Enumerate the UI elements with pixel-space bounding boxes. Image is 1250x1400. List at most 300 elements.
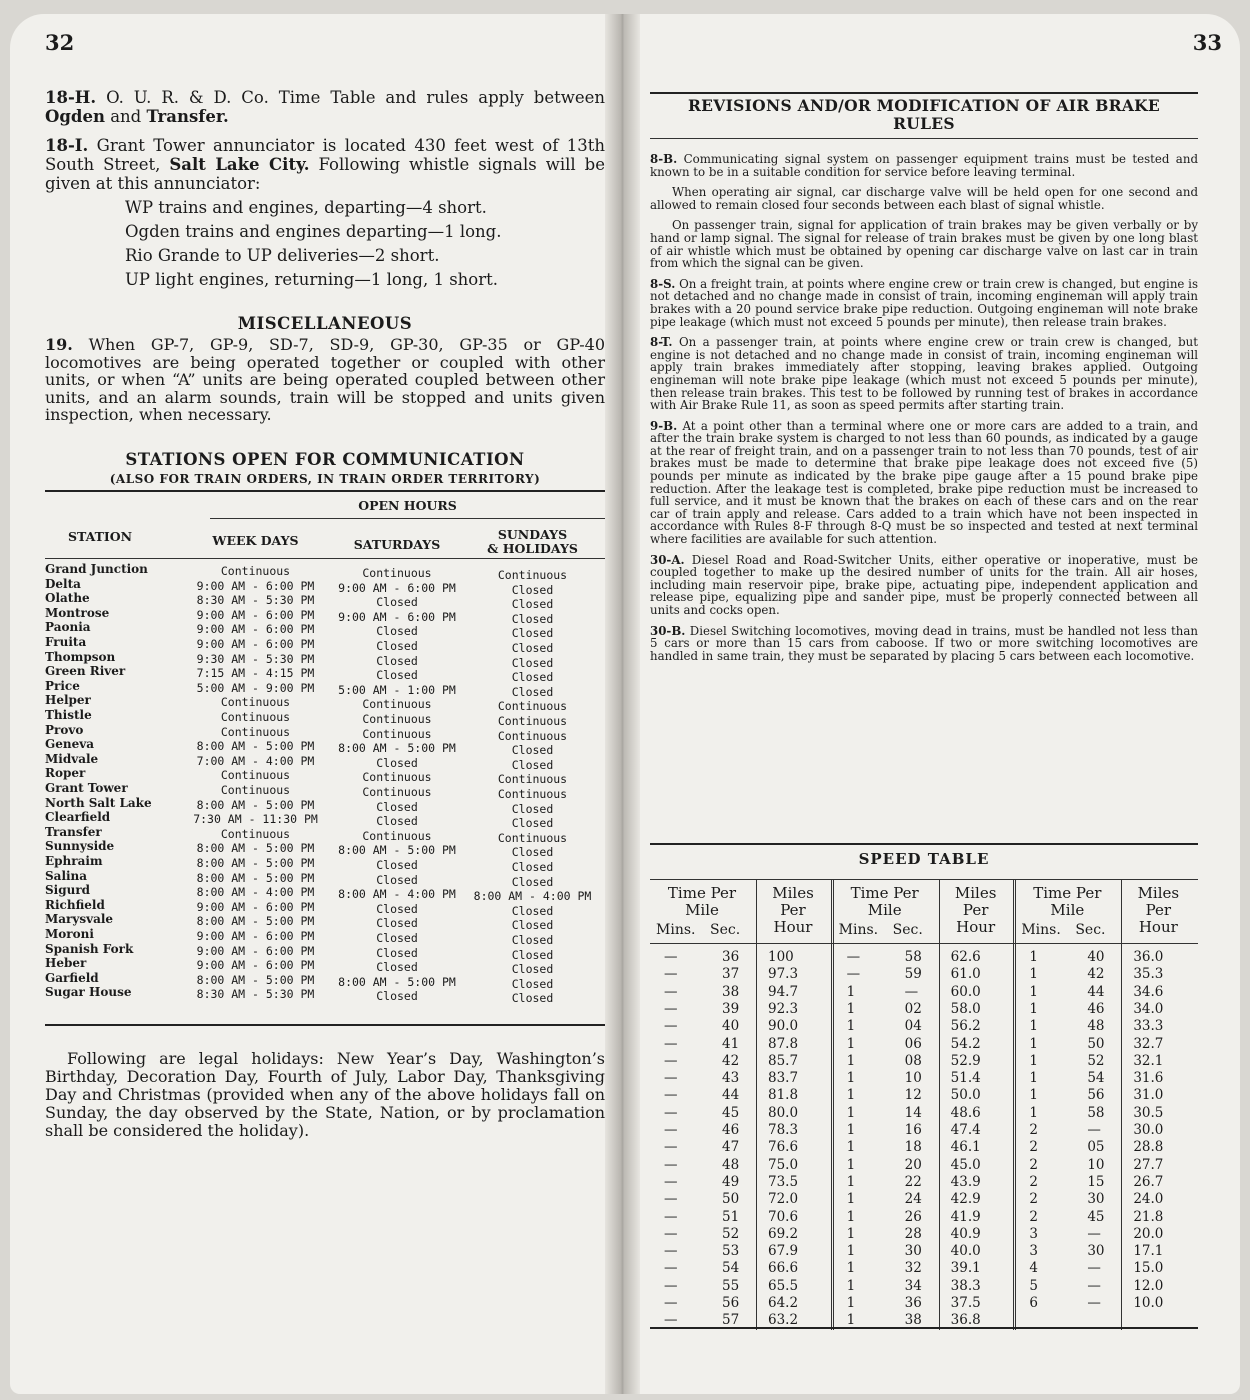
minutes-cell: 1	[846, 1018, 856, 1035]
table-row	[650, 1018, 1198, 1035]
mph-cell: 28.8	[1133, 1139, 1164, 1156]
sundays-hours: Closed	[511, 918, 554, 933]
station-name: Garfield	[45, 970, 99, 985]
mile-label: Mile	[685, 901, 719, 919]
table-row	[650, 949, 1198, 966]
seconds-cell: 34	[904, 1277, 922, 1294]
per-label: Per	[1145, 901, 1172, 919]
seconds-cell: 36	[722, 949, 740, 965]
seconds-cell: 26	[904, 1208, 922, 1225]
seconds-cell: 48	[1087, 1018, 1105, 1035]
sundays-hours: Closed	[511, 670, 554, 685]
minutes-cell: 1	[1029, 966, 1038, 983]
mph-cell: 34.6	[1133, 983, 1164, 1000]
table-row	[45, 854, 605, 874]
mph-cell: 64.2	[768, 1295, 799, 1311]
saturdays-hours: Continuous	[362, 828, 432, 843]
sundays-hours: Closed	[511, 991, 554, 1006]
air-brake-rule	[650, 278, 1198, 328]
open-hours-rule	[210, 518, 605, 519]
seconds-cell: 59	[904, 966, 922, 983]
seconds-cell: —	[1087, 1277, 1101, 1294]
saturdays-hours: Closed	[376, 755, 418, 770]
time-per-label: Time Per	[667, 884, 737, 902]
table-row	[650, 1260, 1198, 1277]
table-row	[45, 751, 605, 772]
table-row	[45, 781, 605, 801]
station-name: Paonia	[45, 620, 91, 635]
seconds-cell: 45	[722, 1104, 740, 1121]
revisions-heading	[650, 97, 1198, 133]
table-row	[650, 1157, 1198, 1174]
seconds-cell: 50	[722, 1191, 740, 1208]
saturdays-hours: Closed	[376, 901, 418, 916]
mph-cell: 58.0	[950, 1000, 981, 1017]
minutes-cell: —	[664, 1243, 678, 1260]
minutes-cell: 1	[846, 983, 856, 1000]
seconds-cell: —	[1087, 1225, 1101, 1242]
rule-18h-transfer: Transfer.	[146, 107, 229, 126]
sundays-hours: Closed	[511, 976, 554, 991]
table-row	[650, 984, 1198, 1001]
rule-text: Communicating signal system on passenger equipment trains must be tested and known to be in a suitable condition for service before leaving terminal.	[650, 152, 1198, 179]
week-days-hours: 9:00 AM - 6:00 PM	[196, 958, 315, 973]
rule-18i	[45, 136, 605, 193]
seconds-cell: 49	[722, 1173, 740, 1190]
table-row	[45, 620, 605, 641]
whistle-signal-item: UP light engines, returning—1 long, 1 short.	[125, 270, 499, 289]
seconds-cell: 54	[722, 1260, 740, 1277]
minutes-cell: 1	[1029, 949, 1038, 965]
table-row	[45, 970, 605, 991]
sundays-hours: Closed	[511, 801, 554, 816]
table-row	[650, 1191, 1198, 1208]
mph-cell: 94.7	[768, 983, 799, 1000]
station-name: Ephraim	[45, 854, 103, 868]
speed-header-bottom-rule	[650, 943, 1198, 944]
hour-label: Hour	[956, 918, 996, 936]
sundays-hours: Closed	[511, 597, 554, 612]
mph-cell: 21.8	[1133, 1208, 1164, 1225]
seconds-cell: 48	[722, 1156, 740, 1173]
week-days-hours: 8:00 AM - 5:00 PM	[196, 972, 315, 987]
minutes-cell: 1	[846, 1173, 856, 1190]
sundays-hours: 8:00 AM - 4:00 PM	[473, 889, 592, 904]
seconds-cell: 18	[904, 1139, 922, 1156]
sundays-hours: Closed	[511, 743, 554, 758]
minutes-cell: 1	[846, 1139, 856, 1156]
mph-cell: 66.6	[768, 1260, 799, 1277]
seconds-cell: 55	[722, 1277, 740, 1294]
mph-cell: 72.0	[768, 1191, 799, 1208]
minutes-cell: 4	[1029, 1260, 1038, 1277]
saturdays-hours: 9:00 AM - 6:00 PM	[338, 609, 456, 624]
station-name: Thompson	[45, 649, 116, 664]
seconds-cell: 12	[904, 1087, 922, 1104]
table-row	[45, 795, 605, 816]
table-row	[650, 1278, 1198, 1295]
mph-cell: 97.3	[768, 966, 799, 983]
week-days-hours: 9:00 AM - 6:00 PM	[196, 899, 315, 914]
minutes-cell: —	[664, 1018, 678, 1035]
rule-text: Diesel Switching locomotives, moving dead in trains, must be handled not less than 5 cars or more than 15 cars from caboose. If two or more switching locomotives are handled in same train, they must be separated by placing 5 cars between each locomotive.	[650, 623, 1198, 663]
saturdays-hours: 5:00 AM - 1:00 PM	[338, 682, 456, 697]
stations-bottom-rule	[45, 1024, 605, 1026]
table-row	[45, 956, 605, 977]
saturdays-hours: Continuous	[362, 712, 432, 726]
mph-cell: 48.6	[950, 1104, 981, 1121]
week-days-hours: 5:00 AM - 9:00 PM	[196, 680, 315, 695]
mph-cell: 85.7	[768, 1052, 799, 1069]
saturdays-hours: Continuous	[362, 785, 432, 799]
sec-label: Sec.	[710, 922, 741, 938]
station-name: Provo	[45, 722, 84, 737]
seconds-cell: 41	[722, 1035, 740, 1052]
mph-cell: 31.0	[1133, 1087, 1164, 1104]
table-row	[45, 722, 605, 743]
week-days-hours: Continuous	[220, 783, 291, 797]
week-days-hours: 8:30 AM - 5:30 PM	[196, 593, 315, 608]
seconds-cell: 58	[904, 949, 922, 965]
mph-cell: 31.6	[1133, 1070, 1164, 1087]
minutes-cell: 2	[1029, 1173, 1038, 1190]
miles-label: Miles	[1137, 884, 1180, 902]
sundays-hours: Closed	[511, 962, 554, 977]
sundays-hours: Closed	[511, 684, 554, 699]
minutes-cell: 1	[1029, 1035, 1038, 1052]
station-name: Thistle	[45, 708, 92, 722]
speed-table-top-rule	[650, 843, 1198, 845]
table-row	[45, 897, 605, 918]
station-name: Grand Junction	[45, 562, 148, 576]
mph-cell: 32.1	[1133, 1052, 1164, 1069]
week-days-hours: 9:00 AM - 6:00 PM	[196, 929, 315, 943]
miles-per-hour-header	[945, 885, 1007, 936]
seconds-cell: 46	[1087, 1000, 1105, 1017]
minutes-cell: —	[664, 1295, 678, 1311]
sundays-hours: Continuous	[497, 699, 568, 714]
table-row	[45, 985, 605, 1006]
rule-18h-text: O. U. R. & D. Co. Time Table and rules apply between	[96, 88, 605, 107]
minutes-cell: —	[664, 1260, 678, 1277]
table-row	[650, 1243, 1198, 1260]
mph-cell: 40.9	[950, 1225, 981, 1242]
speed-header-top-rule	[650, 879, 1198, 880]
week-days-hours: 8:00 AM - 5:00 PM	[196, 797, 315, 812]
rule-text: At a point other than a terminal where one or more cars are added to a train, and after the train brake system is charged to not less than 60 pounds, as indicated by a gauge at the rear of freight train, and on a passenger train to not less than 70 pounds, test of air brakes must be made to determine that brake pipe leakage does not exceed five (5) pounds per minute as indicated by the brake pipe gauge after a 15 pound brake pipe reduction. After the leakage test is completed, brake pipe reduction must be increased to full service, and it must be known that the brakes on each of these cars and on the rear car of train apply and release. Cars added to a train which have not been inspected in accordance with Rules 8-F through 8-Q must be so inspected and tested at next terminal where facilities are available for such attention.	[650, 418, 1198, 547]
mph-cell: 69.2	[768, 1225, 799, 1242]
seconds-cell: 38	[722, 983, 740, 1000]
minutes-cell: —	[664, 1139, 678, 1156]
table-row	[45, 664, 605, 685]
mph-cell: 42.9	[950, 1191, 981, 1208]
speed-table	[650, 875, 1198, 1330]
sundays-hours: Continuous	[497, 772, 568, 787]
air-brake-rule	[650, 219, 1198, 269]
rule-text: When operating air signal, car discharge valve will be held open for one second and allowed to remain closed four seconds between each blast of signal whistle.	[650, 185, 1198, 212]
table-row	[45, 912, 605, 933]
seconds-cell: 30	[1087, 1243, 1105, 1260]
minutes-cell: 1	[1029, 1018, 1038, 1035]
sundays-hours: Closed	[511, 757, 554, 772]
rule-label: 30-A.	[650, 552, 685, 567]
seconds-cell: 42	[1087, 966, 1105, 983]
rule-18h-and: and	[104, 107, 147, 126]
minutes-cell: 1	[846, 1104, 856, 1121]
week-days-hours: 9:30 AM - 5:30 PM	[196, 651, 315, 666]
sundays-hours: Closed	[511, 655, 554, 670]
table-row	[45, 649, 605, 670]
mile-label: Mile	[867, 901, 902, 919]
saturdays-hours: Continuous	[362, 726, 432, 741]
mph-cell: 30.0	[1133, 1122, 1164, 1138]
seconds-cell: 40	[1087, 949, 1105, 965]
rule-19-label: 19.	[45, 335, 73, 354]
seconds-cell: 38	[904, 1312, 922, 1329]
mph-cell: 65.5	[768, 1277, 799, 1294]
revisions-heading-line2: RULES	[893, 114, 955, 133]
table-row	[45, 576, 605, 597]
station-name: Olathe	[45, 591, 90, 606]
stations-table	[45, 494, 605, 1004]
table-row	[45, 824, 605, 845]
seconds-cell: 47	[722, 1139, 740, 1156]
minutes-cell: —	[664, 1122, 678, 1138]
seconds-cell: 44	[1087, 983, 1105, 1000]
saturdays-hours: Closed	[376, 858, 418, 872]
time-per-label: Time Per	[1033, 884, 1102, 902]
sundays-hours: Continuous	[497, 787, 568, 801]
mph-cell: 61.0	[950, 966, 981, 983]
stations-top-rule	[45, 490, 605, 492]
seconds-cell: 30	[904, 1243, 922, 1260]
rule-18h-ogden: Ogden	[45, 107, 105, 126]
seconds-cell: 04	[904, 1018, 922, 1035]
sundays-hours: Continuous	[497, 714, 568, 728]
saturdays-hours: 9:00 AM - 6:00 PM	[338, 580, 456, 595]
per-label: Per	[780, 901, 806, 919]
table-row	[45, 562, 605, 582]
minutes-cell: —	[664, 1104, 678, 1121]
rule-19	[45, 336, 605, 424]
week-days-hours: 8:00 AM - 5:00 PM	[196, 856, 315, 870]
week-days-hours: 8:00 AM - 5:00 PM	[196, 841, 315, 856]
seconds-cell: 10	[904, 1070, 922, 1087]
saturdays-hours: 8:00 AM - 5:00 PM	[338, 741, 456, 756]
week-days-hours: 8:00 AM - 4:00 PM	[196, 885, 315, 900]
sundays-hours: Closed	[511, 611, 554, 626]
minutes-cell: 1	[846, 1277, 856, 1294]
seconds-cell: 56	[722, 1295, 740, 1311]
mph-cell: 87.8	[768, 1035, 799, 1052]
station-name: Clearfield	[45, 810, 111, 825]
table-row	[45, 605, 605, 626]
minutes-cell: 1	[846, 1070, 856, 1087]
minutes-cell: 6	[1029, 1295, 1038, 1311]
rule-label: 8-B.	[650, 152, 678, 166]
saturdays-hours: Closed	[376, 931, 418, 945]
minutes-cell: 1	[846, 1225, 856, 1242]
station-name: Green River	[45, 664, 126, 679]
station-name: North Salt Lake	[45, 795, 152, 810]
rule-text: On passenger train, signal for application of train brakes may be given verbally or by hand or lamp signal. The signal for release of train brakes must be given by one long blast of air whistle which must be obtained by opening car discharge valve on last car in train from which the signal can be given.	[650, 218, 1198, 271]
minutes-cell: 2	[1029, 1208, 1038, 1225]
week-days-hours: Continuous	[220, 695, 291, 710]
whistle-signals-list	[45, 196, 685, 292]
col-station: STATION	[67, 529, 133, 544]
saturdays-hours: Closed	[376, 595, 418, 610]
minutes-cell: —	[664, 1156, 678, 1173]
hour-label: Hour	[1138, 918, 1178, 936]
station-name: Midvale	[45, 751, 99, 766]
minutes-cell: 1	[1029, 1087, 1038, 1104]
station-name: Geneva	[45, 737, 94, 752]
revisions-bottom-rule	[650, 138, 1198, 139]
station-name: Transfer	[45, 824, 102, 839]
seconds-cell: 16	[904, 1122, 922, 1138]
mph-cell: 34.0	[1133, 1000, 1164, 1017]
whistle-signal-item: WP trains and engines, departing—4 short.	[125, 198, 487, 217]
mph-cell: 15.0	[1133, 1260, 1164, 1277]
mph-cell: 35.3	[1133, 966, 1164, 983]
seconds-cell: 50	[1087, 1035, 1105, 1052]
station-name: Fruita	[45, 635, 87, 649]
seconds-cell: 54	[1087, 1070, 1105, 1087]
page-number-right: 33	[1192, 30, 1222, 55]
hour-label: Hour	[773, 918, 813, 936]
mph-cell: 83.7	[768, 1070, 799, 1087]
minutes-cell: 5	[1029, 1277, 1038, 1294]
seconds-cell: 02	[904, 1000, 922, 1017]
col-saturdays: SATURDAYS	[353, 537, 441, 552]
seconds-cell: —	[1087, 1122, 1101, 1138]
minutes-cell: —	[664, 1070, 678, 1087]
station-name: Grant Tower	[45, 781, 128, 795]
col-sundays-holidays	[460, 528, 605, 556]
mph-cell: 45.0	[950, 1156, 981, 1173]
mph-cell: 60.0	[950, 983, 981, 1000]
saturdays-hours: Closed	[376, 639, 418, 653]
table-row	[650, 1001, 1198, 1018]
mph-cell: 32.7	[1133, 1035, 1164, 1052]
mph-cell: 80.0	[768, 1104, 799, 1121]
week-days-hours: Continuous	[220, 826, 291, 841]
table-row	[650, 1295, 1198, 1312]
table-row	[45, 766, 605, 787]
seconds-cell: 39	[722, 1000, 740, 1017]
minutes-cell: —	[846, 966, 861, 983]
minutes-cell: —	[846, 949, 861, 965]
mph-cell: 12.0	[1133, 1277, 1164, 1294]
miles-label: Miles	[954, 884, 997, 902]
saturdays-hours: Closed	[376, 945, 418, 960]
miles-per-hour-header	[762, 885, 824, 936]
rule-18i-slc: Salt Lake City.	[169, 155, 310, 174]
air-brake-rule	[650, 153, 1198, 178]
mph-cell: 10.0	[1133, 1295, 1164, 1311]
per-label: Per	[962, 901, 989, 919]
seconds-cell: 22	[904, 1173, 922, 1190]
week-days-hours: 7:00 AM - 4:00 PM	[196, 753, 315, 768]
rule-label: 9-B.	[650, 418, 678, 433]
mph-cell: 17.1	[1133, 1243, 1164, 1260]
minutes-cell: 1	[846, 1156, 856, 1173]
table-row	[45, 839, 605, 860]
mph-cell: 30.5	[1133, 1104, 1164, 1121]
mph-cell: 56.2	[950, 1018, 981, 1035]
table-row	[45, 737, 605, 758]
seconds-cell: 30	[1087, 1191, 1105, 1208]
saturdays-hours: Closed	[376, 989, 418, 1004]
minutes-cell: 1	[846, 1122, 856, 1138]
table-row	[650, 1209, 1198, 1226]
week-days-hours: 8:30 AM - 5:30 PM	[196, 987, 315, 1002]
saturdays-hours: 8:00 AM - 5:00 PM	[338, 974, 456, 989]
saturdays-hours: Closed	[376, 624, 418, 639]
minutes-cell: 2	[1029, 1139, 1038, 1156]
mph-cell: 62.6	[950, 949, 981, 965]
table-row	[650, 1036, 1198, 1053]
rule-18i-text: Grant Tower annunciator is located 430 feet west of 13th South Street,	[45, 136, 605, 174]
minutes-cell: —	[664, 1191, 678, 1208]
table-row	[650, 1105, 1198, 1122]
mph-cell: 70.6	[768, 1208, 799, 1225]
seconds-cell: 20	[904, 1156, 922, 1173]
seconds-cell: 10	[1087, 1156, 1105, 1173]
minutes-cell: 1	[846, 1243, 856, 1260]
seconds-cell: 15	[1087, 1173, 1105, 1190]
minutes-cell: 1	[1029, 1000, 1038, 1017]
mph-cell: 78.3	[768, 1122, 799, 1138]
saturdays-hours: Continuous	[362, 566, 432, 580]
air-brake-rule	[650, 625, 1198, 663]
stations-header-rule	[45, 558, 605, 559]
table-row	[650, 1122, 1198, 1139]
minutes-cell: 1	[846, 1052, 856, 1069]
minutes-cell: 1	[846, 1312, 856, 1329]
table-row	[650, 966, 1198, 983]
station-name: Richfield	[45, 897, 105, 912]
minutes-cell: 1	[1029, 1104, 1038, 1121]
minutes-cell: 2	[1029, 1191, 1038, 1208]
table-row	[650, 1053, 1198, 1070]
table-row	[45, 591, 605, 612]
mph-cell: 20.0	[1133, 1225, 1164, 1242]
mins-label: Mins.	[656, 922, 696, 938]
speed-table-bottom-rule	[650, 1327, 1198, 1329]
station-name: Sunnyside	[45, 839, 115, 854]
seconds-cell: 42	[722, 1052, 740, 1069]
mph-cell: 92.3	[768, 1000, 799, 1017]
sundays-hours: Closed	[511, 947, 554, 962]
station-name: Moroni	[45, 927, 94, 941]
week-days-hours: Continuous	[220, 724, 291, 739]
miles-label: Miles	[772, 884, 814, 902]
air-brake-rule	[650, 420, 1198, 546]
saturdays-hours: Continuous	[362, 697, 432, 712]
minutes-cell: —	[664, 1208, 678, 1225]
minutes-cell: —	[664, 1225, 678, 1242]
rule-label: 30-B.	[650, 623, 686, 638]
minutes-cell: 1	[846, 1087, 856, 1104]
mph-cell: 47.4	[950, 1122, 981, 1138]
week-days-hours: 9:00 AM - 6:00 PM	[196, 622, 315, 637]
mph-cell: 33.3	[1133, 1018, 1164, 1035]
saturdays-hours: Closed	[376, 814, 418, 829]
misc-heading: MISCELLANEOUS	[237, 314, 413, 333]
minutes-cell: —	[664, 1173, 678, 1190]
mph-cell: 27.7	[1133, 1156, 1164, 1173]
